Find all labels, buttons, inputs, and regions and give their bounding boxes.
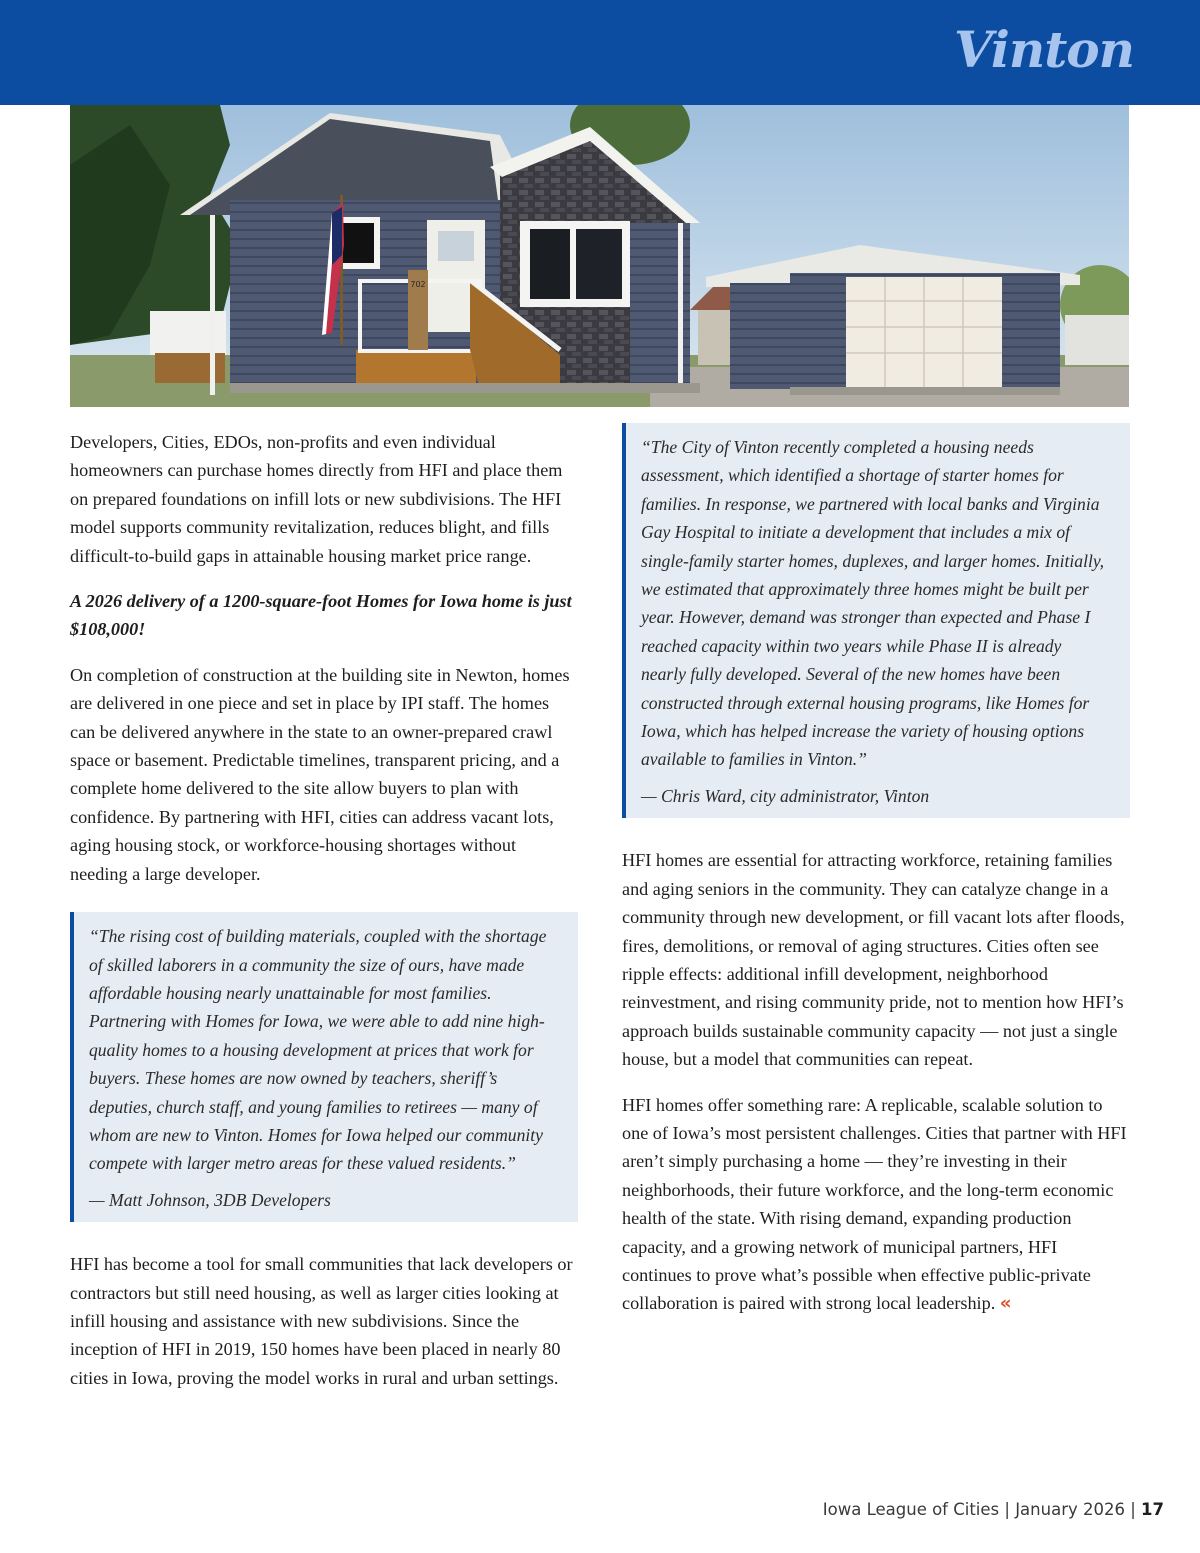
left-column xyxy=(70,428,578,1409)
city-title: Vinton xyxy=(953,20,1134,79)
intro-paragraph: Developers, Cities, EDOs, non-profits and even individual homeowners can purchase homes directly from HFI and place them on prepared foundations on infill lots or new subdivisions. The HFI model supports community revitalization, reduces blight, and fills difficult-to-build gaps in attainable housing market price range. xyxy=(70,432,563,566)
right-column xyxy=(622,423,1130,1336)
header-banner xyxy=(0,0,1200,105)
house-number: 702 xyxy=(410,280,426,289)
delivery-paragraph: On completion of construction at the building site in Newton, homes are delivered in one piece and set in place by IPI staff. The homes can be delivered anywhere in the state to an owner-prepared crawl space or basement. Predictable timelines, transparent pricing, and a complete home delivered to the site allow buyers to plan with confidence. By partnering with HFI, cities can address vacant lots, aging housing stock, or workforce-housing shortages without needing a large developer. xyxy=(70,664,570,884)
page-number: 17 xyxy=(1141,1500,1164,1519)
quote-attribution: — Chris Ward, city administrator, Vinton xyxy=(641,785,930,806)
quote-text: “The rising cost of building materials, coupled with the shortage of skilled laborers in a community the size of ours, have made affordable housing nearly unattainable for most families. Partnering with Homes for Iowa, we were able to add nine high-quality homes to a housing development at prices that work for buyers. These homes are now owned by teachers, sheriff’s deputies, church staff, and young families to retirees — many of whom are new to Vinton. Homes for Iowa helped our community compete with larger metro areas for these valued residents.” xyxy=(89,926,547,1174)
workforce-paragraph: HFI homes are essential for attracting workforce, retaining families and aging seniors in the community. They can catalyze change in a community through new development, or fill vacant lots after floods, fires, demolitions, or removal of aging structures. Cities often see ripple effects: additional infill development, neighborhood reinvestment, and rising community pride, not to mention how HFI’s approach builds sustainable community capacity — not just a single house, but a model that communities can repeat. xyxy=(622,850,1125,1070)
pullquote-chris-ward xyxy=(622,423,1130,818)
publication-credit: Iowa League of Cities | January 2026 | xyxy=(822,1500,1142,1519)
house-photo xyxy=(70,105,1129,407)
end-mark-icon: « xyxy=(999,1293,1012,1315)
inception-paragraph: HFI has become a tool for small communities that lack developers or contractors but still need housing, as well as larger cities looking at infill housing and assistance with new subdivisions. Since the inception of HFI in 2019, 150 homes have been placed in nearly 80 cities in Iowa, proving the model works in rural and urban settings. xyxy=(70,1254,573,1388)
conclusion-paragraph xyxy=(622,1091,1130,1319)
pullquote-matt-johnson xyxy=(70,912,578,1222)
quote-text: “The City of Vinton recently completed a housing needs assessment, which identified a shortage of starter homes for families. In response, we partnered with local banks and Virginia Gay Hospital to initiate a development that includes a mix of single-family starter homes, duplexes, and larger homes. Initially, we estimated that approximately three homes might be built per year. However, demand was stronger than expected and Phase I reached capacity within two years while Phase II is already nearly fully developed. Several of the new homes have been constructed through external housing programs, like Homes for Iowa, which has helped increase the variety of housing options available to families in Vinton.” xyxy=(641,437,1105,770)
page-footer xyxy=(823,1500,1164,1519)
quote-attribution: — Matt Johnson, 3DB Developers xyxy=(89,1189,331,1210)
conclusion-text: HFI homes offer something rare: A replicable, scalable solution to one of Iowa’s most persistent challenges. Cities that partner with HFI aren’t simply purchasing a home — they’re investing in their neighborhoods, their future workforce, and the long-term economic health of the state. With rising demand, expanding production capacity, and a growing network of municipal partners, HFI continues to prove what’s possible when effective public-private collaboration is paired with strong local leadership. xyxy=(622,1094,1127,1314)
house-illustration xyxy=(70,105,1129,407)
price-highlight: A 2026 delivery of a 1200-square-foot Homes for Iowa home is just $108,000! xyxy=(70,591,572,640)
